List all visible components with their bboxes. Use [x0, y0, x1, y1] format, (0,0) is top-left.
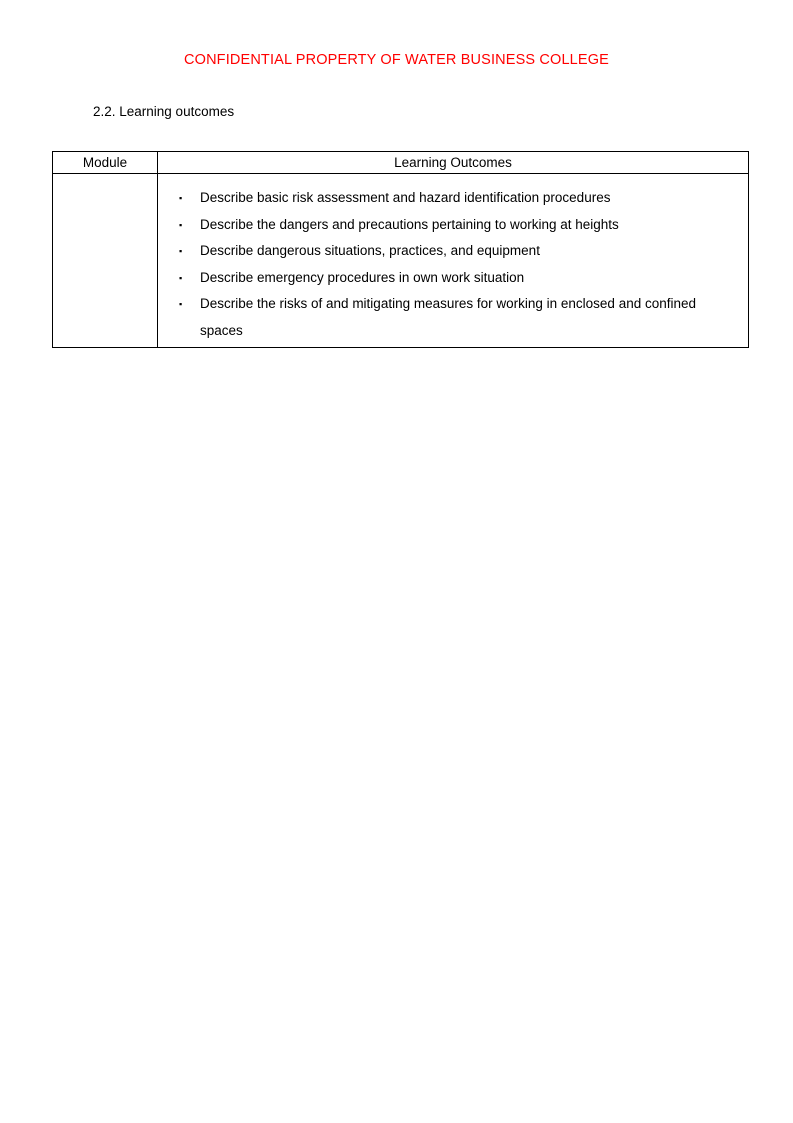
- list-item: [158, 212, 748, 239]
- outcome-text: Describe the risks of and mitigating measures for working in enclosed and confined spaces: [200, 296, 697, 338]
- confidential-header: CONFIDENTIAL PROPERTY OF WATER BUSINESS COLLEGE: [184, 52, 609, 68]
- column-header-learning-outcomes: Learning Outcomes: [158, 152, 749, 174]
- outcome-list: [158, 174, 748, 344]
- table-row: [53, 174, 749, 348]
- outcome-text: Describe dangerous situations, practices, and equipment: [200, 243, 540, 258]
- square-bullet-icon: ▪: [179, 219, 183, 230]
- cell-module: [53, 174, 158, 348]
- list-item: [158, 238, 748, 265]
- outcome-text: Describe basic risk assessment and hazard identification procedures: [200, 190, 611, 205]
- outcome-text: Describe emergency procedures in own work situation: [200, 269, 525, 285]
- table-header-row: [53, 152, 749, 174]
- square-bullet-icon: ▪: [179, 272, 183, 283]
- section-heading: 2.2. Learning outcomes: [93, 104, 235, 119]
- outcome-text: Describe the dangers and precautions pertaining to working at heights: [200, 216, 619, 232]
- column-header-module: Module: [53, 152, 158, 174]
- learning-outcomes-table: [52, 151, 749, 348]
- list-item: [158, 291, 748, 344]
- square-bullet-icon: ▪: [179, 193, 183, 203]
- cell-learning-outcomes: [158, 174, 749, 348]
- square-bullet-icon: ▪: [179, 299, 183, 309]
- square-bullet-icon: ▪: [179, 246, 183, 256]
- list-item: [158, 185, 748, 212]
- list-item: [158, 265, 748, 292]
